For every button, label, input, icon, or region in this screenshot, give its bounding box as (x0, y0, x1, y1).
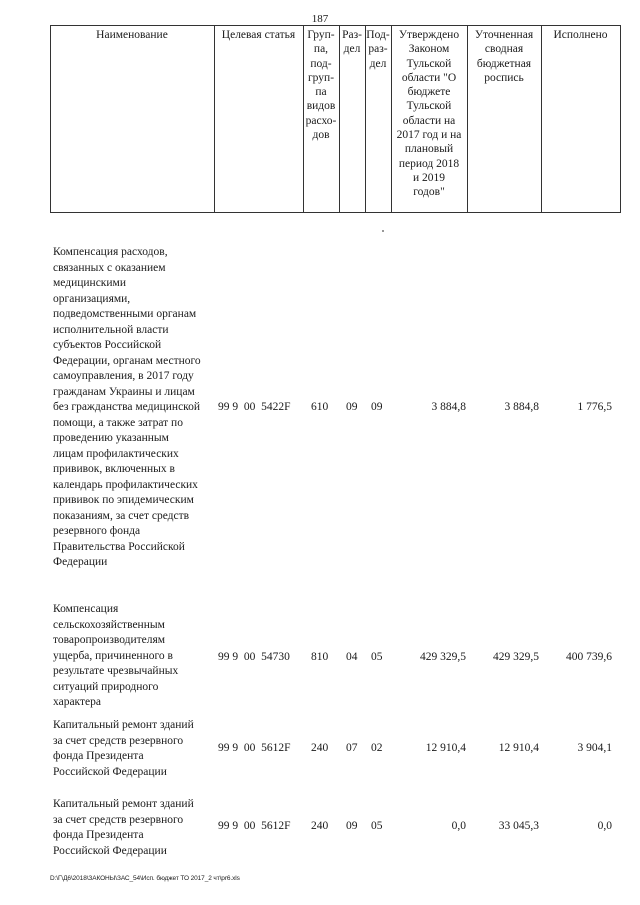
header-top-border (50, 25, 620, 26)
row-target: 99 9 00 5612F (218, 742, 291, 754)
row-group: 240 (311, 742, 329, 754)
row-subsection: 09 (371, 401, 383, 413)
scan-speck (382, 230, 384, 232)
row-subsection: 05 (371, 820, 383, 832)
col-divider (620, 25, 621, 213)
row-refined: 3 884,8 (504, 401, 539, 413)
row-group: 240 (311, 820, 329, 832)
row-approved: 3 884,8 (431, 401, 466, 413)
header-target: Целевая статья (221, 29, 296, 41)
row-section: 09 (346, 820, 358, 832)
header-name: Наименование (96, 29, 168, 41)
row-target: 99 9 00 5422F (218, 401, 291, 413)
row-approved: 429 329,5 (420, 651, 466, 663)
row-executed: 400 739,6 (566, 651, 612, 663)
col-divider (541, 25, 542, 213)
header-group: Груп- па, под- груп- па видов расхо- дов (305, 29, 337, 142)
row-name: Компенсация расходов, связанных с оказанием медицинскими организациями, подведомственными органам исполнительной власти субъектов Российской Федерации, органам местного самоуправления, в 2017 году гражданам Украины и лицам без гражданства медицинской помощи, а также затрат по проведению указанным лицам профилактических прививок, включенных в календарь профилактических прививок по эпидемическим показаниям, за счет средств резервного фонда Правительства Российской Федерации (53, 246, 201, 568)
header-refined: Уточненная сводная бюджетная роспись (474, 29, 534, 84)
row-section: 04 (346, 651, 358, 663)
header-bottom-border (50, 212, 620, 213)
row-refined: 429 329,5 (493, 651, 539, 663)
row-target: 99 9 00 5612F (218, 820, 291, 832)
row-subsection: 02 (371, 742, 383, 754)
row-subsection: 05 (371, 651, 383, 663)
row-group: 810 (311, 651, 329, 663)
page-number: 187 (311, 13, 329, 25)
col-divider (50, 25, 51, 213)
row-group: 610 (311, 401, 329, 413)
row-executed: 3 904,1 (577, 742, 612, 754)
row-refined: 33 045,3 (498, 820, 539, 832)
header-subsection: Под- раз- дел (366, 29, 390, 70)
header-executed: Исполнено (553, 29, 608, 41)
header-approved: Утверждено Законом Тульской области "О бюджете Тульской области на 2017 год и на плановый период 2018 и 2019 годов" (396, 29, 462, 199)
row-target: 99 9 00 54730 (218, 651, 290, 663)
row-executed: 0,0 (597, 820, 612, 832)
row-section: 07 (346, 742, 358, 754)
row-name: Капитальный ремонт зданий за счет средств резервного фонда Президента Российской Федерации (53, 798, 194, 857)
row-executed: 1 776,5 (577, 401, 612, 413)
row-approved: 12 910,4 (425, 742, 466, 754)
col-divider (214, 25, 215, 213)
row-name: Компенсация сельскохозяйственным товаропроизводителям ущерба, причиненного в результате чрезвычайных ситуаций природного характера (53, 603, 179, 708)
row-name: Капитальный ремонт зданий за счет средств резервного фонда Президента Российской Федерации (53, 719, 194, 778)
footer-file-path: D:\Г\Д6\2018\ЗАКОНЫ\ЗАС_54\Исп. бюджет ТО 2017_2 чт\pr6.xls (50, 875, 240, 882)
row-section: 09 (346, 401, 358, 413)
header-section: Раз- дел (342, 29, 362, 56)
row-approved: 0,0 (451, 820, 466, 832)
row-refined: 12 910,4 (498, 742, 539, 754)
